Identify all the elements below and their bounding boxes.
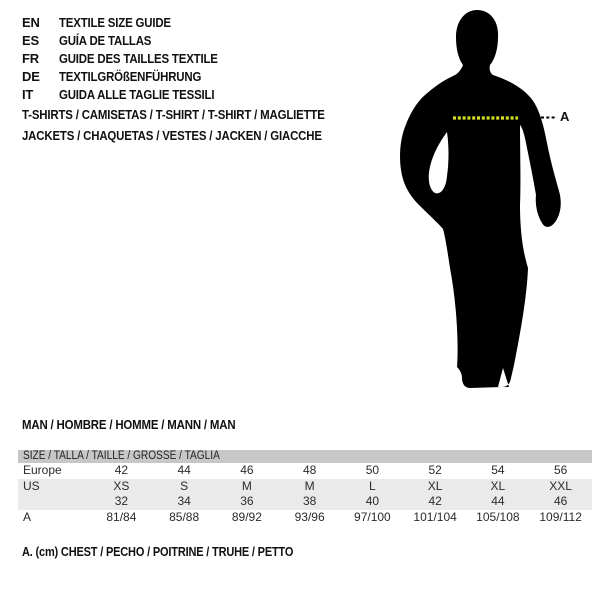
- lang-title: TEXTILE SIZE GUIDE: [59, 15, 171, 30]
- table-cell: 42: [428, 494, 442, 509]
- lang-code: IT: [22, 87, 34, 102]
- table-cell: 46: [240, 463, 254, 477]
- table-cell: 105/108: [476, 510, 520, 525]
- lang-row-it: [22, 86, 239, 104]
- table-cell: XS: [113, 478, 130, 493]
- lang-row-es: [22, 32, 239, 50]
- table-cell: 101/104: [413, 510, 457, 525]
- lang-code: ES: [22, 33, 39, 48]
- garment-categories: [22, 104, 366, 146]
- table-cell: 56: [553, 463, 568, 477]
- row-label: US: [23, 478, 40, 493]
- table-cell: 42: [114, 463, 129, 477]
- table-cell: XXL: [549, 478, 572, 493]
- row-label: A: [23, 510, 32, 525]
- lang-title: TEXTILGRÖßENFÜHRUNG: [59, 69, 202, 84]
- table-cell: L: [369, 478, 376, 493]
- table-cell: 50: [365, 463, 380, 477]
- table-cell: M: [241, 478, 252, 493]
- size-table: [18, 450, 592, 526]
- lang-title: GUÍA DE TALLAS: [59, 33, 152, 48]
- table-cell: 32: [114, 494, 129, 509]
- table-cell: 44: [491, 494, 505, 509]
- table-row-us: [18, 479, 592, 495]
- table-cell: 44: [177, 463, 191, 477]
- table-cell: S: [180, 478, 189, 493]
- category-line-jackets: JACKETS / CHAQUETAS / VESTES / JACKEN / GIACCHE: [22, 128, 322, 143]
- man-silhouette: [398, 8, 570, 400]
- man-silhouette-shape: [400, 10, 561, 388]
- category-line-tshirts: T-SHIRTS / CAMISETAS / T-SHIRT / T-SHIRT / MAGLIETTE: [22, 107, 325, 122]
- lang-code: DE: [22, 69, 40, 84]
- table-cell: 40: [365, 494, 380, 509]
- lang-row-fr: [22, 50, 239, 68]
- language-title-list: [22, 14, 239, 104]
- table-cell: 48: [302, 463, 317, 477]
- table-cell: 34: [177, 494, 191, 509]
- table-row-europe: [18, 463, 592, 479]
- table-row-unlabeled: [18, 494, 592, 510]
- table-cell: 85/88: [169, 510, 200, 525]
- table-cell: 38: [302, 494, 317, 509]
- table-cell: XL: [490, 478, 506, 493]
- size-table-header-text: SIZE / TALLA / TAILLE / GRÖSSE / TAGLIA: [23, 450, 220, 462]
- table-cell: 46: [553, 494, 568, 509]
- lang-code: EN: [22, 15, 40, 30]
- section-title-text: MAN / HOMBRE / HOMME / MANN / MAN: [22, 417, 236, 432]
- row-label: [18, 494, 90, 510]
- lang-row-de: [22, 68, 239, 86]
- table-cell: 52: [428, 463, 442, 477]
- table-cell: XL: [427, 478, 443, 493]
- section-title-man: [22, 417, 265, 432]
- lang-row-en: [22, 14, 239, 32]
- measurement-footnote: [22, 545, 330, 559]
- measurement-footnote-text: A. (cm) CHEST / PECHO / POITRINE / TRUHE / PETTO: [22, 545, 294, 559]
- table-cell: 89/92: [231, 510, 262, 525]
- row-label: Europe: [23, 463, 62, 477]
- table-cell: 109/112: [539, 510, 582, 525]
- table-row-a-chest: [18, 510, 592, 526]
- table-cell: 54: [491, 463, 505, 477]
- table-cell: M: [304, 478, 315, 493]
- table-cell: 93/96: [294, 510, 325, 525]
- table-cell: 81/84: [106, 510, 137, 525]
- lang-code: FR: [22, 51, 39, 66]
- table-cell: 36: [240, 494, 254, 509]
- table-cell: 97/100: [354, 510, 391, 525]
- lang-title: GUIDE DES TAILLES TEXTILE: [59, 51, 218, 66]
- measure-label-a: A: [560, 109, 570, 124]
- size-table-header: [18, 450, 592, 463]
- lang-title: GUIDA ALLE TAGLIE TESSILI: [59, 87, 215, 102]
